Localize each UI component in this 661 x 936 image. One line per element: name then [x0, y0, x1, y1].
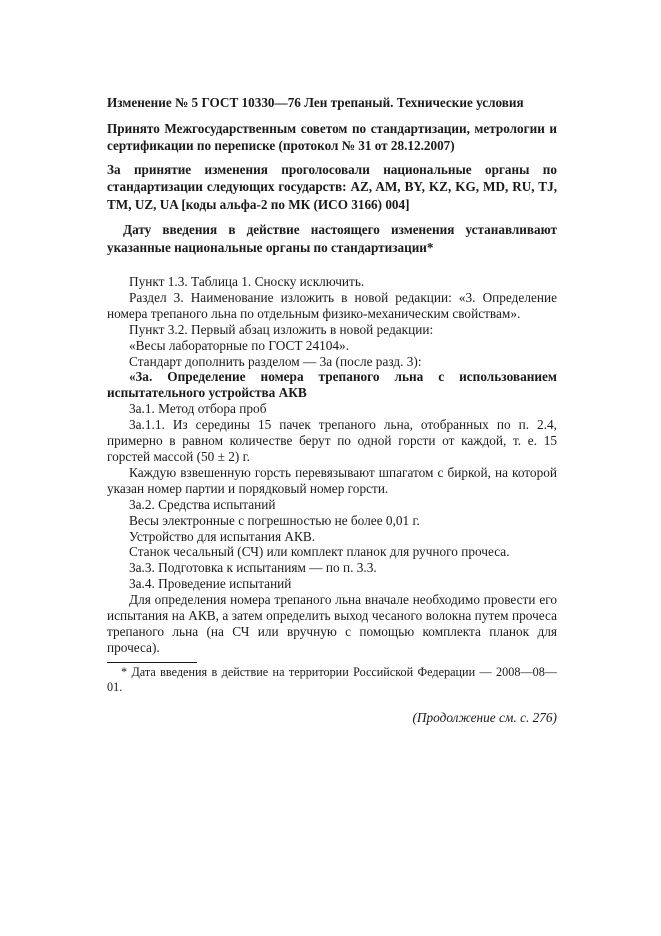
footnote-text: * Дата введения в действие на территории Российской Федерации — 2008—08—01.	[107, 664, 557, 695]
paragraph: Для определения номера трепаного льна вначале необходимо провести его испытания на АКВ, а затем определить выход чесаного волокна путем прочеса трепаного льна (на СЧ или вручную с помощью комплекта планок для прочеса).	[107, 592, 557, 655]
paragraph: Весы электронные с погрешностью не более 0,01 г.	[129, 512, 420, 528]
paragraph: 3а.1. Метод отбора проб	[129, 401, 267, 417]
paragraph: Пункт 1.3. Таблица 1. Сноску исключить.	[129, 274, 365, 289]
amendment-title: Изменение № 5 ГОСТ 10330—76 Лен трепаный. Технические условия	[107, 95, 524, 110]
section-heading: «3а. Определение номера трепаного льна с использованием испытательного устройства АКВ	[107, 369, 557, 401]
paragraph: «Весы лабораторные по ГОСТ 24104».	[129, 337, 350, 353]
paragraph: Стандарт дополнить разделом — 3а (после разд. 3):	[129, 353, 422, 369]
paragraph: Станок чесальный (СЧ) или комплект планок для ручного прочеса.	[129, 544, 510, 560]
effective-date-note: Дату введения в действие настоящего изменения устанавливают указанные национальные органы по стандартизации*	[107, 222, 557, 255]
footnote-divider	[107, 662, 197, 663]
voting-states: За принятие изменения проголосовали национальные органы по стандартизации следующих государств: AZ, AM, BY, KZ, KG, MD, RU, TJ, TM, UZ, UA [коды альфа-2 по МК (ИСО 3166) 004]	[107, 161, 557, 212]
paragraph: 3а.1.1. Из середины 15 пачек трепаного льна, отобранных по п. 2.4, примерно в равном количестве берут по одной горсти от каждой, т. е. 15 горстей массой (50 ± 2) г.	[107, 417, 557, 464]
paragraph: Устройство для испытания АКВ.	[129, 528, 316, 544]
paragraph: 3а.4. Проведение испытаний	[129, 576, 292, 592]
document-page	[107, 94, 557, 726]
adoption-note: Принято Межгосударственным советом по стандартизации, метрологии и сертификации по переписке (протокол № 31 от 28.12.2007)	[107, 120, 557, 153]
amendment-body	[107, 274, 557, 656]
paragraph: Раздел 3. Наименование изложить в новой редакции: «3. Определение номера трепаного льна по отдельным физико-механическим свойствам».	[107, 289, 557, 321]
paragraph: 3а.2. Средства испытаний	[129, 496, 276, 512]
continuation-note: (Продолжение см. с. 276)	[412, 709, 557, 725]
paragraph: 3а.3. Подготовка к испытаниям — по п. 3.3.	[129, 560, 377, 576]
paragraph: Пункт 3.2. Первый абзац изложить в новой редакции:	[129, 321, 434, 337]
paragraph: Каждую взвешенную горсть перевязывают шпагатом с биркой, на которой указан номер партии и порядковый номер горсти.	[107, 464, 557, 496]
